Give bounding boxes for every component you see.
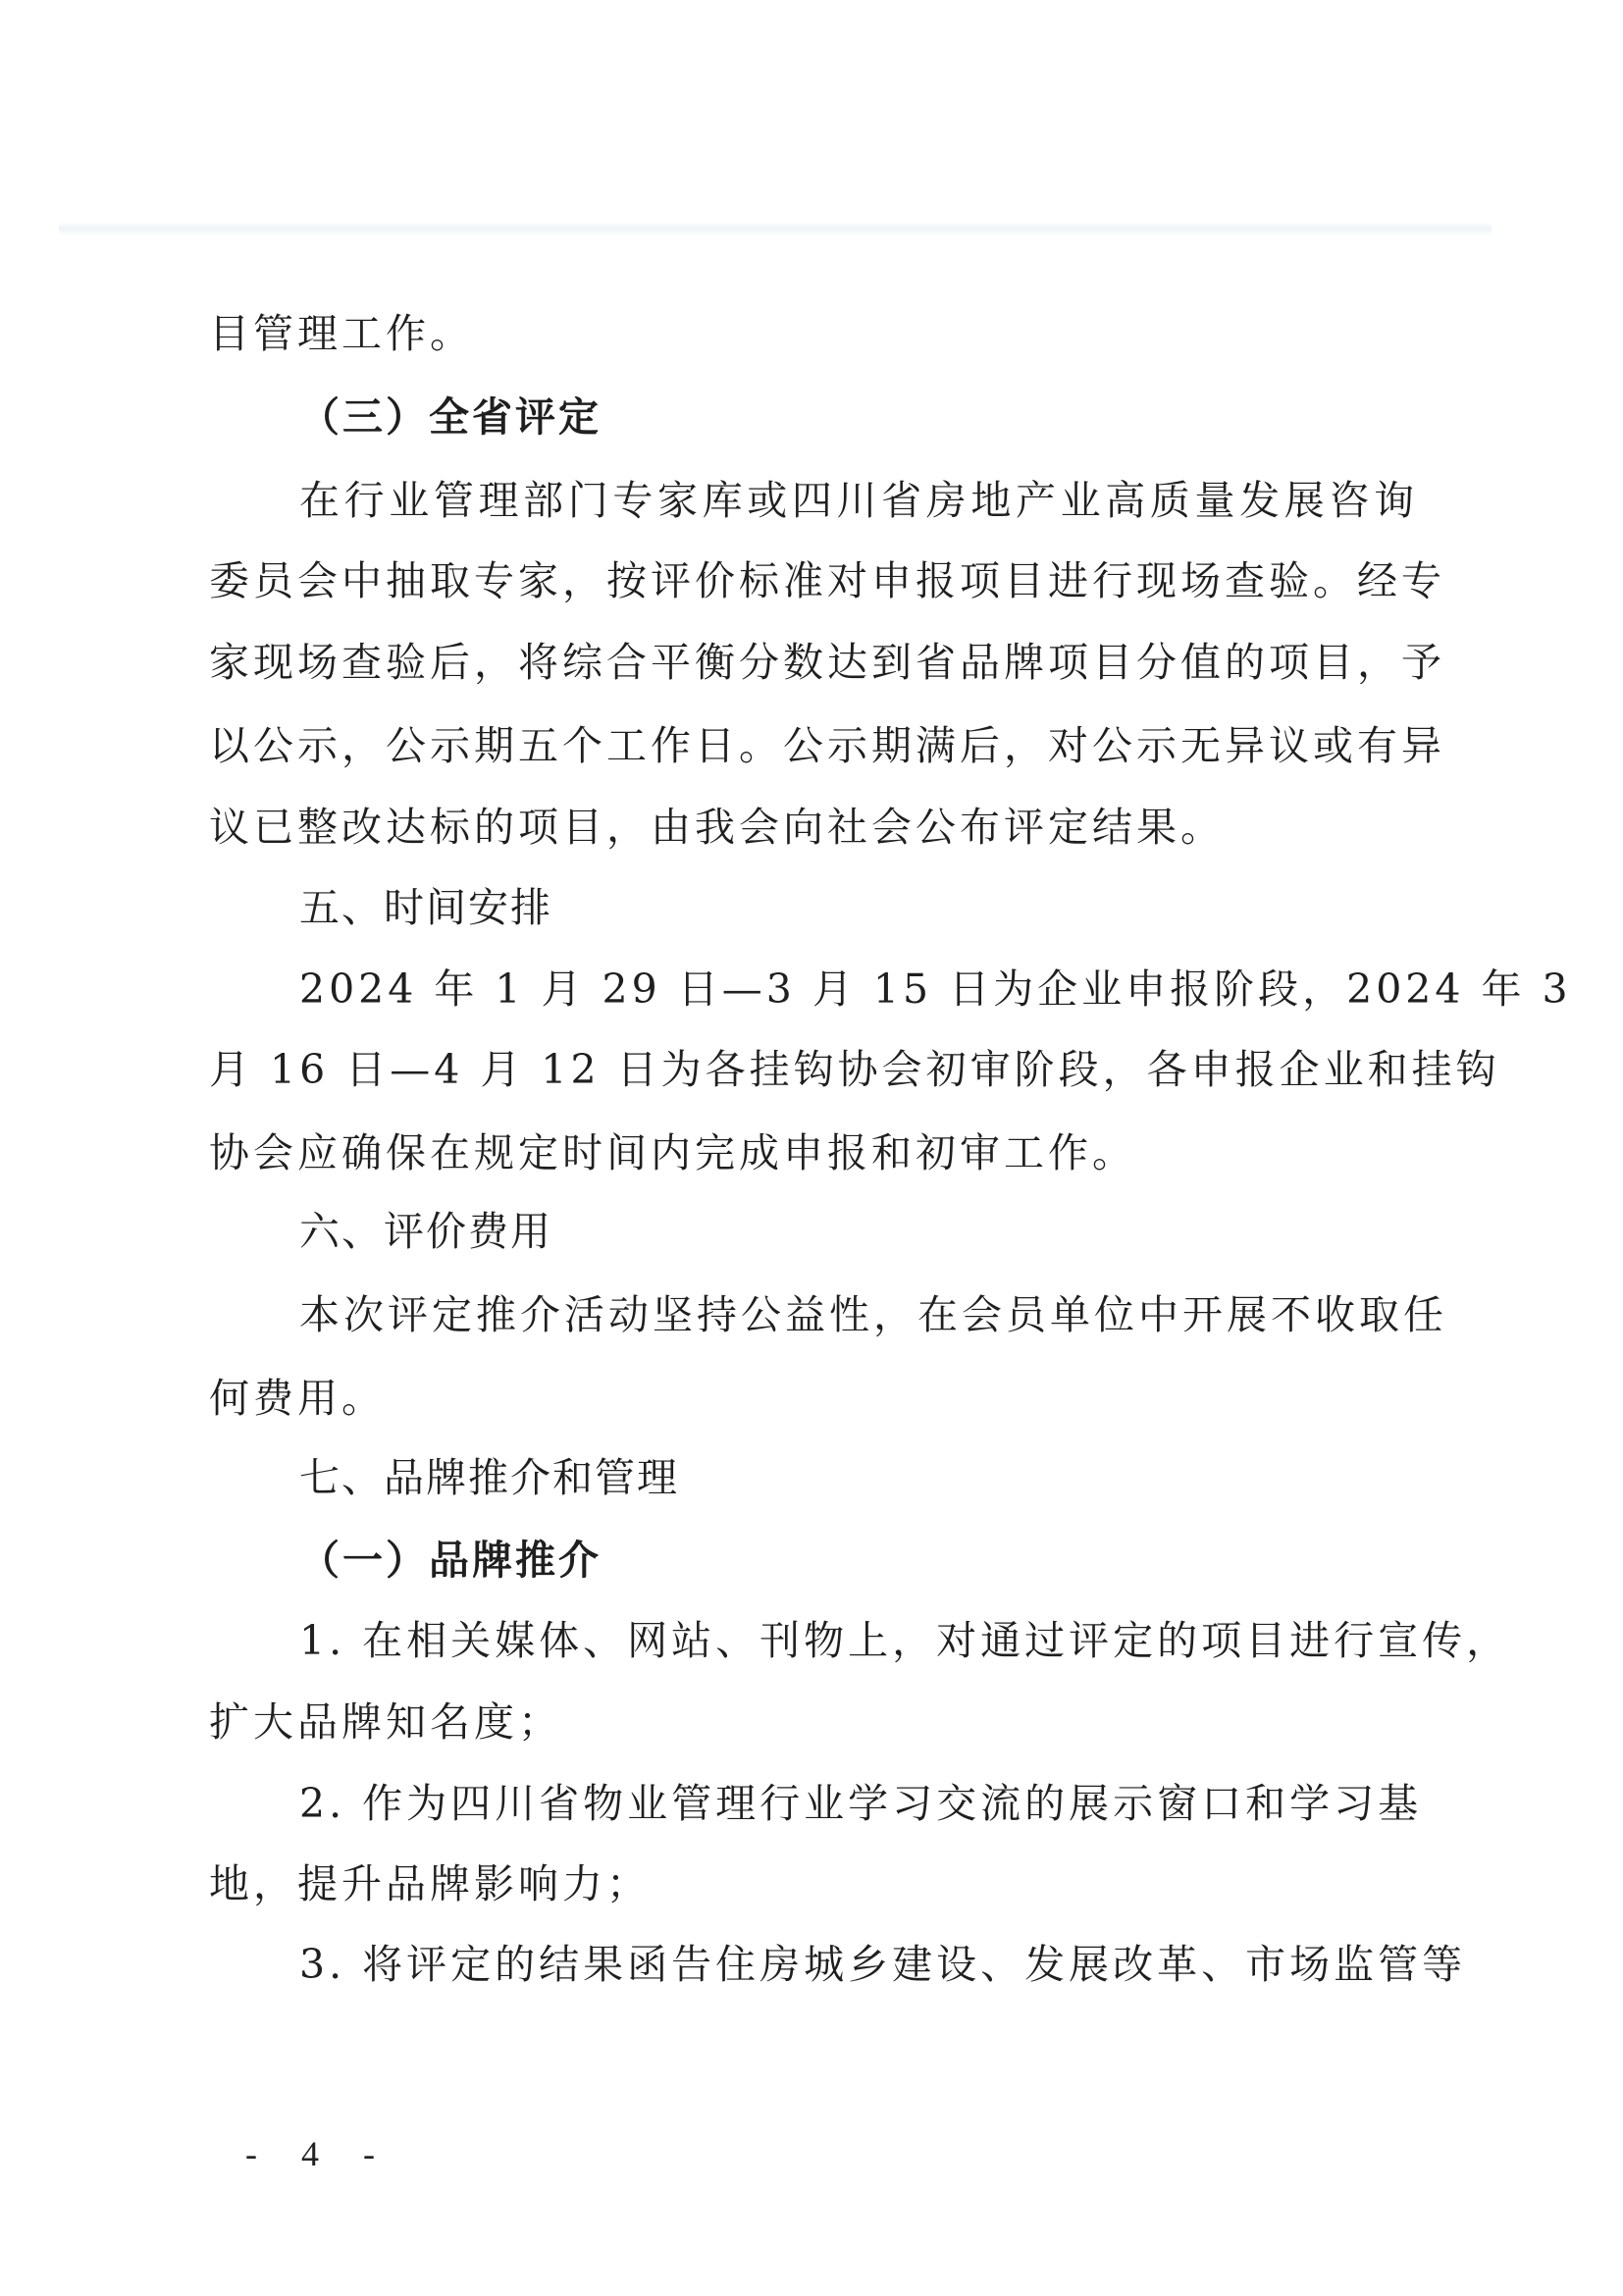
list-item-2: 2. 作为四川省物业管理行业学习交流的展示窗口和学习基 <box>299 1780 1423 1827</box>
page-number: - 4 - <box>245 2134 393 2173</box>
paragraph-continuation: 目管理工作。 <box>209 310 474 357</box>
scan-artifact-band <box>59 222 1492 235</box>
list-item-1: 1. 在相关媒体、网站、刊物上，对通过评定的项目进行宣传， <box>299 1617 1511 1664</box>
paragraph-line: 协会应确保在规定时间内完成申报和初审工作。 <box>209 1129 1136 1176</box>
section-heading-brand-promotion-management: 七、品牌推介和管理 <box>299 1454 679 1501</box>
list-item-3: 3. 将评定的结果函告住房城乡建设、发展改革、市场监管等 <box>299 1941 1467 1988</box>
paragraph-line: 家现场查验后，将综合平衡分数达到省品牌项目分值的项目，予 <box>209 639 1445 686</box>
section-heading-fees: 六、评价费用 <box>299 1208 552 1255</box>
paragraph-line: 2024 年 1 月 29 日—3 月 15 日为企业申报阶段，2024 年 3 <box>299 965 1572 1013</box>
subsection-heading-province-evaluation: （三）全省评定 <box>299 393 602 441</box>
paragraph-line: 何费用。 <box>209 1375 386 1422</box>
paragraph-line: 月 16 日—4 月 12 日为各挂钩协会初审阶段，各申报企业和挂钩 <box>209 1046 1500 1093</box>
paragraph-line: 在行业管理部门专家库或四川省房地产业高质量发展咨询 <box>299 477 1418 524</box>
paragraph-line: 委员会中抽取专家，按评价标准对申报项目进行现场查验。经专 <box>209 557 1445 604</box>
section-heading-schedule: 五、时间安排 <box>299 884 552 931</box>
subsection-heading-brand-promotion: （一）品牌推介 <box>299 1537 602 1584</box>
paragraph-line: 议已整改达标的项目，由我会向社会公布评定结果。 <box>209 804 1225 851</box>
paragraph-line: 本次评定推介活动坚持公益性，在会员单位中开展不收取任 <box>299 1291 1447 1338</box>
list-item-2-continuation: 地，提升品牌影响力； <box>209 1860 651 1907</box>
paragraph-line: 以公示，公示期五个工作日。公示期满后，对公示无异议或有异 <box>209 722 1445 769</box>
list-item-1-continuation: 扩大品牌知名度； <box>209 1698 562 1746</box>
